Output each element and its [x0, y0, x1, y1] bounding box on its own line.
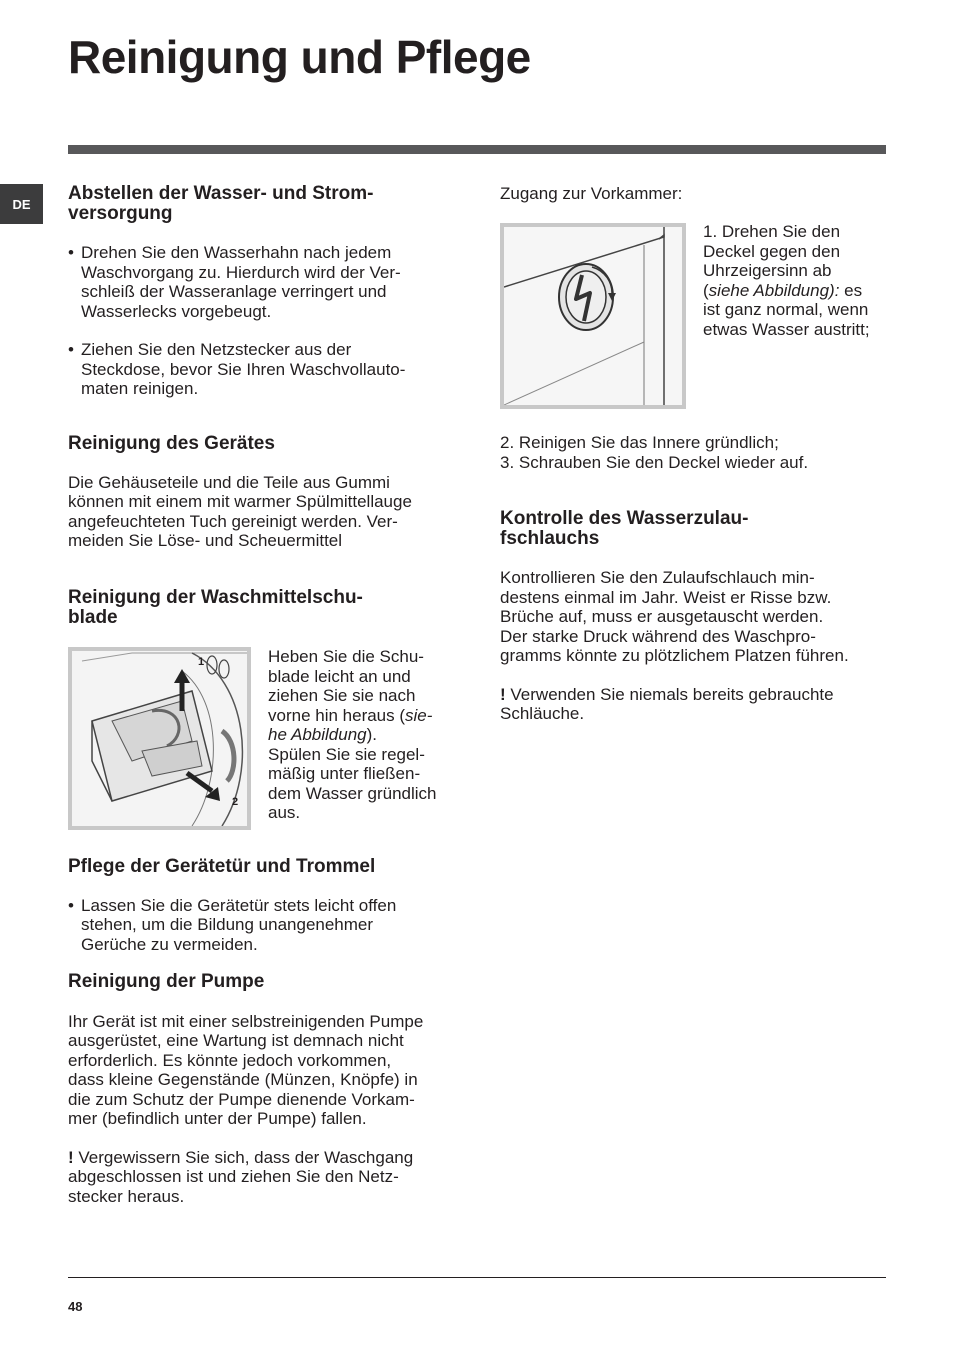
pump-cover-illustration: [500, 223, 686, 409]
bullet-icon: •: [68, 243, 74, 262]
warning-icon: !: [68, 1147, 74, 1167]
warning-note: ! Vergewissern Sie sich, dass der Waschgang abgeschlossen ist und ziehen Sie den Netz- stecker heraus.: [68, 1147, 414, 1206]
bullet-icon: •: [68, 895, 74, 915]
section-heading: Reinigung der Pumpe: [68, 971, 265, 992]
section-door-drum: [68, 857, 468, 954]
drawer-illustration: [68, 647, 251, 830]
section-heading: Kontrolle des Wasserzulau- fschlauchs: [500, 508, 749, 549]
section-inlet-hose: [500, 509, 890, 724]
prechamber-intro: Zugang zur Vorkammer:: [500, 184, 683, 203]
paragraph: Ihr Gerät ist mit einer selbstreinigenden Pumpe ausgerüstet, eine Wartung ist demnach nicht erforderlich. Es könnte jedoch vorkommen, dass kleine Gegenstände (Münzen, Knöpfe) in die zum Schutz der Pumpe dienende Vorkam- mer (befindlich unter der Pumpe) fallen.: [68, 1011, 424, 1128]
warning-note: ! Verwenden Sie niemals bereits gebrauchte Schläuche.: [500, 684, 834, 723]
pump-cover-drawing: [504, 227, 682, 405]
drawer-instructions: Heben Sie die Schu- blade leicht an und ziehen Sie sie nach vorne hin heraus (sie- he Abbildung). Spülen Sie sie regel- mäßig unter fließen- dem Wasser gründlich aus.: [268, 647, 437, 822]
warning-icon: !: [500, 684, 506, 704]
list-item: • Ziehen Sie den Netzstecker aus der Steckdose, bevor Sie Ihren Waschvollauto- maten reinigen.: [68, 340, 406, 398]
footer-rule: [68, 1277, 886, 1278]
drawer-drawing: [72, 651, 247, 826]
section-heading: Pflege der Gerätetür und Trommel: [68, 856, 376, 877]
section-heading: Abstellen der Wasser- und Strom- versorgung: [68, 183, 374, 224]
section-water-power: [68, 184, 468, 399]
figure-label: 1: [198, 656, 205, 668]
page-title: Reinigung und Pflege: [68, 31, 531, 83]
section-device-cleaning: [68, 434, 468, 551]
section-heading: Reinigung der Waschmittelschu- blade: [68, 587, 363, 628]
paragraph: Kontrollieren Sie den Zulaufschlauch min- destens einmal im Jahr. Weist er Risse bzw. Brüche auf, muss er ausgetauscht werden. Der starke Druck während des Waschpro- gramms könnte zu plötzlichem Platzen führen.: [500, 568, 849, 665]
step-1: 1. Drehen Sie den Deckel gegen den Uhrzeigersinn ab (siehe Abbildung): es ist ganz normal, wenn etwas Wasser austritt;: [703, 222, 870, 339]
language-tab: DE: [0, 184, 43, 224]
section-detergent-drawer: [68, 588, 468, 627]
bullet-icon: •: [68, 340, 74, 359]
steps-2-3: 2. Reinigen Sie das Innere gründlich; 3. Schrauben Sie den Deckel wieder auf.: [500, 433, 809, 472]
page-number: 48: [68, 1299, 83, 1314]
section-pump: [68, 972, 468, 1206]
list-item: • Lassen Sie die Gerätetür stets leicht offen stehen, um die Bildung unangenehmer Gerüche zu vermeiden.: [68, 895, 397, 954]
section-heading: Reinigung des Gerätes: [68, 433, 275, 454]
title-rule: [68, 145, 886, 154]
figure-label: 2: [232, 796, 239, 808]
list-item: • Drehen Sie den Wasserhahn nach jedem Waschvorgang zu. Hierdurch wird der Ver- schleiß der Wasseranlage verringert und Wasserlecks vorgebeugt.: [68, 243, 401, 321]
paragraph: Die Gehäuseteile und die Teile aus Gummi können mit einem mit warmer Spülmittellauge angefeuchteten Tuch gereinigt werden. Ver- meiden Sie Löse- und Scheuermittel: [68, 472, 412, 550]
